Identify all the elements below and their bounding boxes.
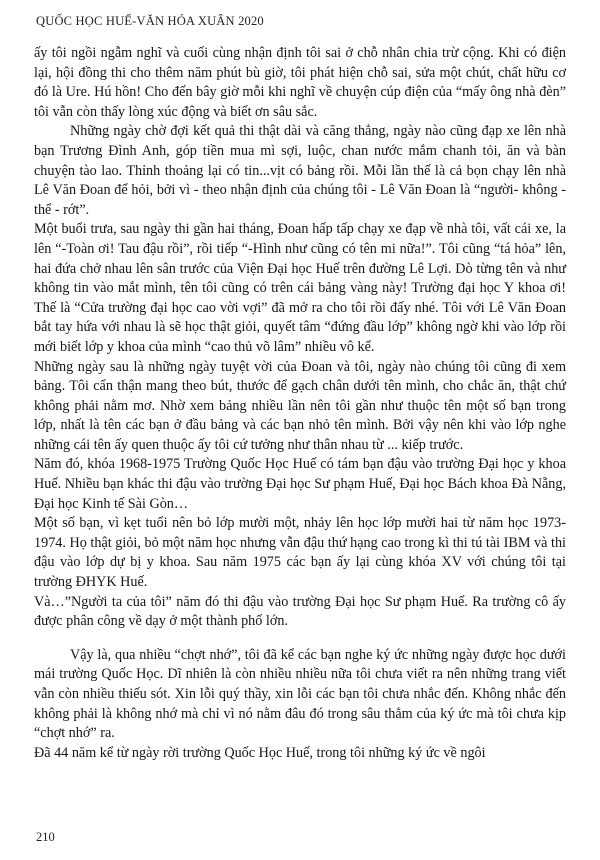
running-header: QUỐC HỌC HUẾ-VĂN HÓA XUÂN 2020 <box>36 14 264 28</box>
paragraph: Vậy là, qua nhiều “chợt nhớ”, tôi đã kể các bạn nghe ký ức những ngày được học dưới mái trường Quốc Học. Dĩ nhiên là còn nhiều nhiều nữa tôi chưa viết ra nên những trang viết vẫn còn nhiều thiếu sót. Xin lỗi quý thầy, xin lỗi các bạn tôi chưa nhắc đến. Không nhắc đến không phải là không nhớ mà chỉ vì nó nằm đâu đó trong sâu thẳm của ký ức mà tôi chưa kịp “chợt nhớ” ra. <box>34 646 566 742</box>
paragraph: Những ngày chờ đợi kết quả thi thật dài và căng thẳng, ngày nào cũng đạp xe lên nhà bạn Trương Đình Anh, góp tiền mua mì sợi, luộc, chan nước mắm chanh tỏi, ăn và bàn chuyện tào lao. Thỉnh thoảng lại có tin...vịt có bảng rồi. Mỗi lần thế là cả bọn chạy lên nhà Lê Văn Đoan để hỏi, bởi vì - theo nhận định của chúng tôi - Lê Văn Đoan là “người- không - thể - rớt”. <box>34 123 566 218</box>
paragraph: Một buổi trưa, sau ngày thi gần hai tháng, Đoan hấp tấp chạy xe đạp về nhà tôi, vất cái xe, la lên “-Toàn ơi! Tau đậu rồi”, rồi tiếp “-Hình như cũng có tên mi nữa!”. Tôi cũng “tá hỏa” lên, hai đứa chở nhau lên sân trước của Viện Đại học Huế trên đường Lê Lợi. Dò từng tên và như không tin vào mắt mình, tên tôi cũng có trên cái bảng vàng này! Trường đại học Y khoa ơi! Thế là “Cửa trường đại học cao vời vợi” đã mở ra cho tôi rồi đấy nhé. Tôi với Lê Văn Đoan bắt tay hứa với nhau là sẽ học thật giỏi, quyết tâm “đứng đầu lớp” không ngờ khi vào lớp rồi mới biết lớp y khoa của mình “cao thủ võ lâm” nhiều vô kể. <box>34 221 566 355</box>
paragraph: ấy tôi ngồi ngẫm nghĩ và cuối cùng nhận định tôi sai ở chỗ nhân chia trừ cộng. Khi có điện lại, hội đồng thi cho thêm năm phút bù giờ, tôi phát hiện chỗ sai, sửa một chút, chất hữu cơ đó là Ure. Hú hồn! Cho đến bây giờ mỗi khi nghĩ về chuyện cúp điện của “mấy ông nhà đèn” tôi vẫn còn thấy lòng xúc động và biết ơn sâu sắc. <box>34 45 566 120</box>
paragraph: Một số bạn, vì kẹt tuổi nên bỏ lớp mười một, nhảy lên học lớp mười hai từ năm học 1973-1974. Họ thật giỏi, bỏ một năm học nhưng vẫn đậu thứ hạng cao trong kì thi tú tài IBM và thi đậu vào lớp dự bị y khoa. Sau năm 1975 các bạn ấy lại cùng khóa XV với chúng tôi tại trường ĐHYK Huế. <box>34 515 566 591</box>
paragraph: Năm đó, khóa 1968-1975 Trường Quốc Học Huế có tám bạn đậu vào trường Đại học y khoa Huế. Nhiều bạn khác thi đậu vào trường Đại học Sư phạm Huế, Đại học Bách khoa Đà Nẵng, Đại học Kinh tế Sài Gòn… <box>34 456 566 512</box>
paragraph: Đã 44 năm kể từ ngày rời trường Quốc Học Huế, trong tôi những ký ức về ngôi <box>34 744 486 761</box>
paragraph: Những ngày sau là những ngày tuyệt vời của Đoan và tôi, ngày nào chúng tôi cũng đi xem bảng. Tôi cẩn thận mang theo bút, thước để gạch chân dưới tên mình, cho chắc ăn, thật chứ không phải nằm mơ. Nhờ xem bảng nhiều lần nên tôi gần như thuộc tên một số bạn trong lớp, nhất là tên các bạn ở đầu bảng và các bạn nhỏ tên mình. Bởi vậy nên khi vào lớp nghe những cái tên ấy quen thuộc ấy tôi cứ tưởng như thân nhau từ ... kiếp trước. <box>34 358 566 453</box>
page-number: 210 <box>36 830 55 844</box>
article-body <box>34 44 566 763</box>
paragraph: Và…”Người ta của tôi” năm đó thi đậu vào trường Đại học Sư phạm Huế. Ra trường cô ấy được phân công về dạy ở một thành phố lớn. <box>34 593 566 630</box>
